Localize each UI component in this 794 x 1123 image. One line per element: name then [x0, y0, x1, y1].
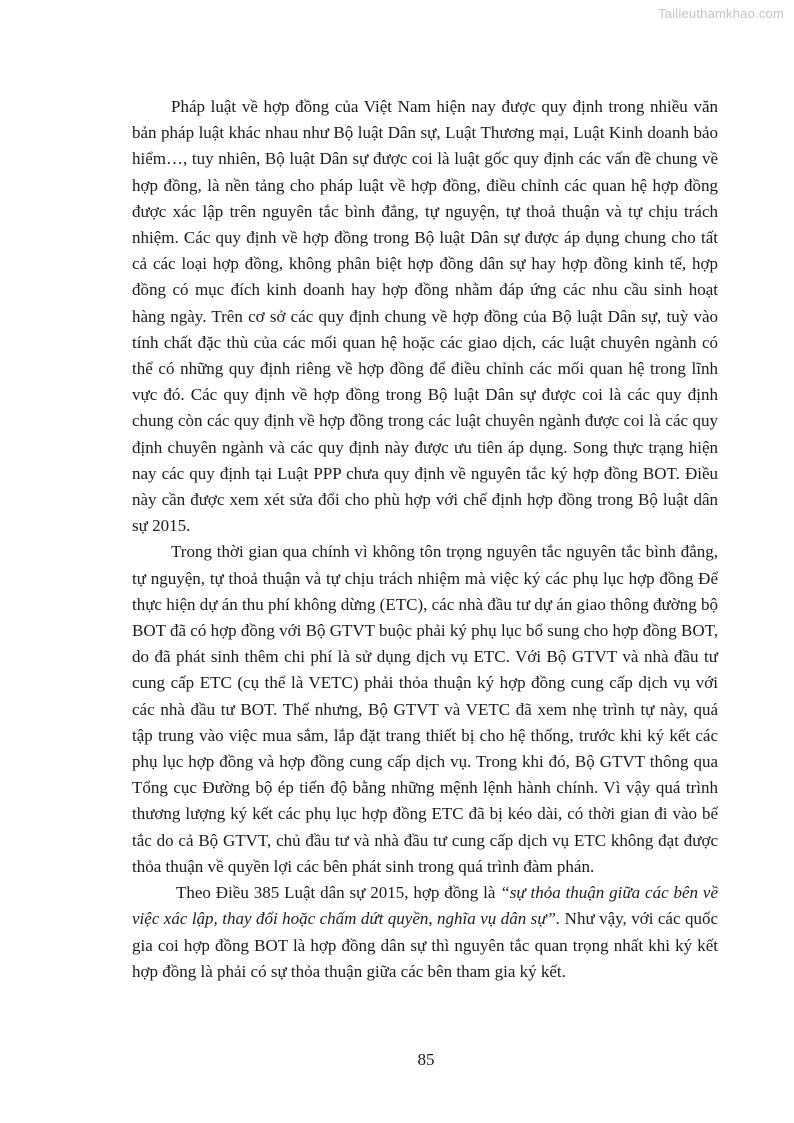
paragraph-3 [132, 880, 718, 985]
document-body [132, 94, 718, 985]
paragraph-1: Pháp luật về hợp đồng của Việt Nam hiện nay được quy định trong nhiều văn bản pháp luật khác nhau như Bộ luật Dân sự, Luật Thương mại, Luật Kinh doanh bảo hiểm…, tuy nhiên, Bộ luật Dân sự được coi là luật gốc quy định các vấn đề chung về hợp đồng, là nền tảng cho pháp luật về hợp đồng, điều chỉnh các quan hệ hợp đồng được xác lập trên nguyên tắc bình đẳng, tự nguyện, tự thoả thuận và tự chịu trách nhiệm. Các quy định về hợp đồng trong Bộ luật Dân sự được áp dụng chung cho tất cả các loại hợp đồng, không phân biệt hợp đồng dân sự hay hợp đồng kinh tế, hợp đồng có mục đích kinh doanh hay hợp đồng nhằm đáp ứng các nhu cầu sinh hoạt hàng ngày. Trên cơ sở các quy định chung về hợp đồng của Bộ luật Dân sự, tuỳ vào tính chất đặc thù của các mối quan hệ hoặc các giao dịch, các luật chuyên ngành có thể có những quy định riêng về hợp đồng để điều chỉnh các mối quan hệ trong lĩnh vực đó. Các quy định về hợp đồng trong Bộ luật Dân sự được coi là các quy định chung còn các quy định về hợp đồng trong các luật chuyên ngành được coi là các quy định chuyên ngành và các quy định này được ưu tiên áp dụng. Song thực trạng hiện nay các quy định tại Luật PPP chưa quy định về nguyên tắc ký hợp đồng BOT. Điều này cần được xem xét sửa đổi cho phù hợp với chế định hợp đồng trong Bộ luật dân sự 2015. [132, 97, 718, 536]
paragraph-3-intro: Theo Điều 385 Luật dân sự 2015, hợp đồng là [176, 883, 501, 903]
legal-quote: “sự thỏa thuận giữa các bên về việc xác lập, thay đổi hoặc chấm dứt quyền, nghĩa vụ dân sự”. [132, 883, 718, 929]
watermark: Tailieuthamkhao.com [658, 6, 784, 21]
paragraph-3-conclusion: Như vậy, với các quốc gia coi hợp đồng BOT là hợp đồng dân sự thì nguyên tắc quan trọng nhất khi ký kết hợp đồng là phải có sự thỏa thuận giữa các bên tham gia ký kết. [132, 909, 718, 981]
paragraph-2: Trong thời gian qua chính vì không tôn trọng nguyên tắc nguyên tắc bình đẳng, tự nguyện, tự thoả thuận và tự chịu trách nhiệm mà việc ký các phụ lục hợp đồng Để thực hiện dự án thu phí không dừng (ETC), các nhà đầu tư dự án giao thông đường bộ BOT đã có hợp đồng với Bộ GTVT buộc phải ký phụ lục bổ sung cho hợp đồng BOT, do đã phát sinh thêm chi phí là sử dụng dịch vụ ETC. Với Bộ GTVT và nhà đầu tư cung cấp ETC (cụ thể là VETC) phải thỏa thuận ký hợp đồng cung cấp dịch vụ với các nhà đầu tư BOT. Thế nhưng, Bộ GTVT và VETC đã xem nhẹ trình tự này, quá tập trung vào việc mua sắm, lắp đặt trang thiết bị cho hệ thống, trước khi ký kết các phụ lục hợp đồng và hợp đồng cung cấp dịch vụ. Trong khi đó, Bộ GTVT thông qua Tổng cục Đường bộ ép tiến độ bằng những mệnh lệnh hành chính. Vì vậy quá trình thương lượng ký kết các phụ lục hợp đồng ETC đã bị kéo dài, có thời gian đi vào bế tắc do cả Bộ GTVT, chủ đầu tư và nhà đầu tư cung cấp dịch vụ ETC không đạt được thỏa thuận về quyền lợi các bên phát sinh trong quá trình đàm phán. [132, 542, 718, 876]
page-number: 85 [417, 1050, 435, 1069]
